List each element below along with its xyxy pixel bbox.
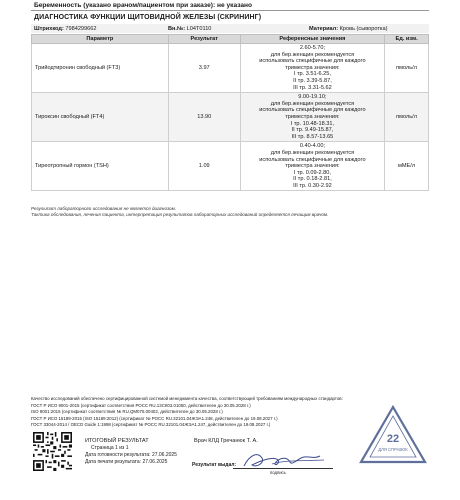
material-label: Материал: [309, 25, 339, 32]
sample-info-row [31, 24, 429, 33]
column-header-reference: Референсные значения [240, 35, 384, 44]
pregnancy-status: Беременность (указано врачом/пациентом при заказе): не указано [34, 2, 253, 9]
print-date: Дата печати результата: 27.06.2025 [85, 459, 168, 465]
final-result-label: ИТОГОВЫЙ РЕЗУЛЬТАТ [85, 438, 149, 444]
result-value: 1.09 [168, 142, 240, 191]
column-header-parameter: Параметр [32, 35, 169, 44]
result-meta [85, 438, 177, 466]
column-header-result: Результат [168, 35, 240, 44]
reference-range: 2.60-5.70; для бер.женщин рекомендуется использовать специфичные для каждого триместра значения: I тр. 3.51-6.25, II тр. 3.39-5.87, III тр. 3.31-5.62 [240, 44, 384, 93]
signature-line [233, 468, 333, 469]
disclaimer-note: Тактика обследования, лечения пациента, интерпретация результатов лабораторных исследований определяется лечащим врачом. [31, 212, 329, 217]
page-counter: Страница 1 из 1 [91, 445, 129, 451]
parameter-name: Трийодтиронин свободный (FT3) [32, 44, 169, 93]
results-table [31, 34, 429, 191]
parameter-name: Тиреотропный гормон (TSH) [32, 142, 169, 191]
table-row [32, 142, 429, 191]
issued-by-label: Результат выдал: [192, 462, 237, 468]
result-value: 3.97 [168, 44, 240, 93]
unit: пмоль/л [385, 93, 429, 142]
unit: мМЕ/л [385, 142, 429, 191]
result-value: 13.90 [168, 93, 240, 142]
table-row [32, 44, 429, 93]
svg-text:22: 22 [386, 433, 400, 445]
svg-text:ДЛЯ СПРАВОК: ДЛЯ СПРАВОК [378, 447, 408, 452]
barcode-value: 7984299662 [65, 25, 97, 32]
unit: пмоль/л [385, 44, 429, 93]
disclaimer-note: Результат лабораторного исследования не является диагнозом. [31, 206, 177, 211]
ready-date: Дата готовности результата: 27.06.2025 [85, 452, 177, 458]
reference-range: 9.00-19.10; для бер.женщин рекомендуется использовать специфичные для каждого триместра значения: I тр. 10.48-18.31, II тр. 9.49-15.87, III тр. 8.57-13.65 [240, 93, 384, 142]
parameter-name: Тироксин свободный (FT4) [32, 93, 169, 142]
table-header-row [32, 35, 429, 44]
divider [31, 10, 429, 11]
signature-caption: подпись [270, 470, 286, 475]
report-title: ДИАГНОСТИКА ФУНКЦИИ ЩИТОВИДНОЙ ЖЕЛЕЗЫ (СКРИНИНГ) [34, 14, 262, 21]
order-number-label: Вн.№: [168, 25, 186, 32]
lab-stamp-icon [358, 404, 428, 466]
qr-code-icon [33, 432, 72, 471]
column-header-unit: Ед. изм. [385, 35, 429, 44]
barcode-label: Штрихкод: [34, 25, 64, 32]
quality-certificates: Качество исследований обеспечено сертифицированной системой менеджмента качества, соответствующей требованиям международных стандартов: ГОСТ Р ИСО 9001-2015 (сертификат соответствия РОСС RU.13СК03.01050, действителен до 30.05.2028 г.) ISO 9001:2015 (сертификат соответствия № RU.QM075.00402, действителен до 30.05.2028 г.) ГОСТ Р ИСО 15189-2015 (ISO 15189:2012) (сертификат № РОСС RU.32101.04ЖЭА1.248, действителен до 19.08.2027 г.) ГОСТ 33044-2014 / OECD Guide 1:1998 (сертификат № РОСС RU.32101.04ЖЭА1.247, действителен до 19.08.2027 г.) [31, 396, 343, 427]
order-number-value: L04T0110 [186, 25, 212, 32]
table-row [32, 93, 429, 142]
material-value: Кровь (сыворотка) [339, 25, 388, 32]
reference-range: 0.40-4.00; для бер.женщин рекомендуется использовать специфичные для каждого триместра значения: I тр. 0.09-2.80, II тр. 0.18-2.81, III тр. 0.30-2.92 [240, 142, 384, 191]
doctor-name: Врач КЛД Гречанюк Т. А. [194, 438, 258, 444]
